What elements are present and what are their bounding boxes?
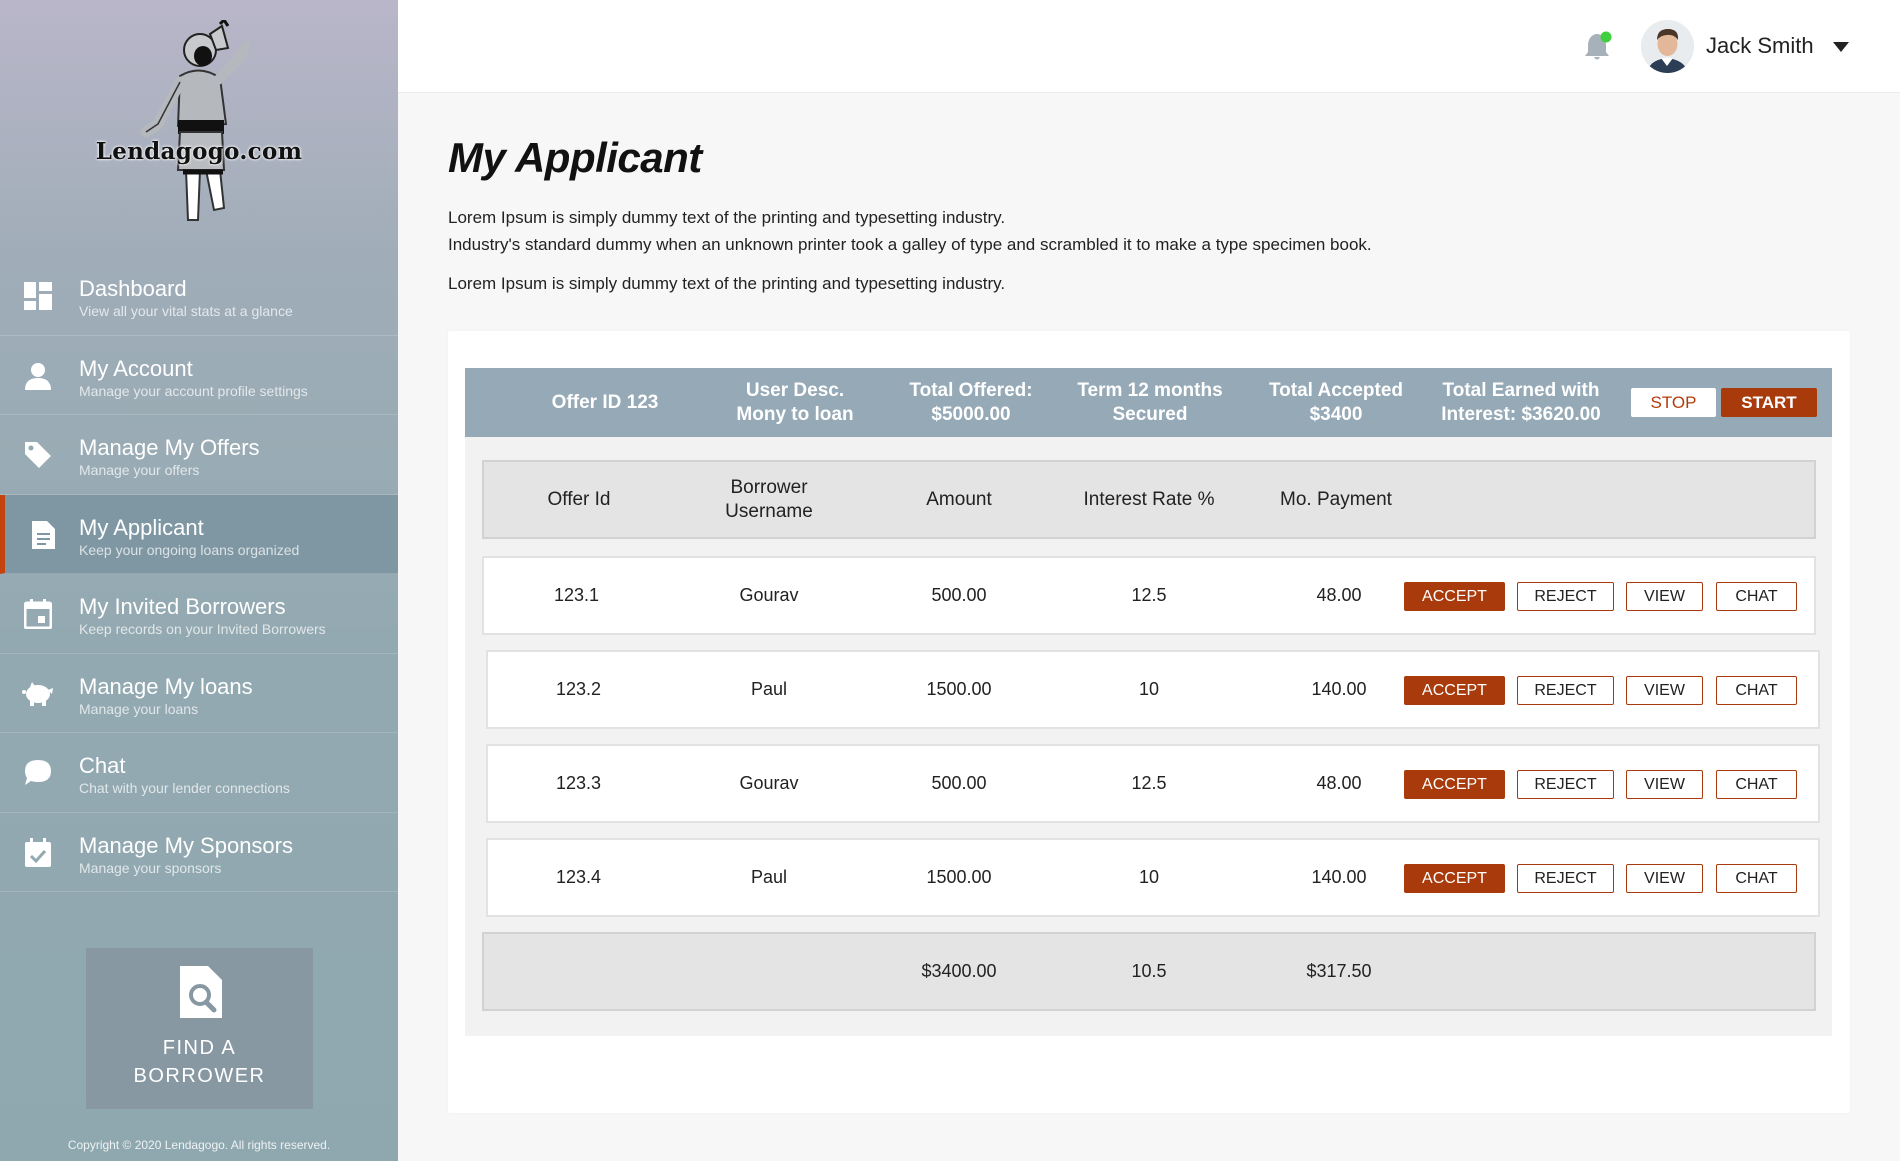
offer-id-text: Offer ID 123 [551, 391, 659, 413]
tag-icon [22, 439, 54, 471]
total-earned [1421, 368, 1621, 437]
sidebar-item-title: My Invited Borrowers [79, 594, 286, 619]
sidebar-item-subtitle: Keep your ongoing loans organized [79, 541, 300, 558]
cell-offer-id: 123.2 [555, 679, 602, 699]
reject-button[interactable]: REJECT [1517, 582, 1614, 611]
copyright-text: Copyright © 2020 Lendagogo. All rights reserved. [67, 1138, 331, 1152]
top-bar [398, 0, 1900, 93]
table-header [482, 460, 1816, 539]
piggy-bank-icon [22, 678, 54, 710]
column-borrower-line1: Borrower [730, 476, 808, 498]
sidebar-item-subtitle: Keep records on your Invited Borrowers [79, 621, 326, 637]
cell-mo-payment: 48.00 [1316, 585, 1362, 605]
view-button[interactable]: VIEW [1626, 864, 1703, 893]
sidebar-item-my-invited-borrowers[interactable] [0, 574, 398, 654]
brand-logo[interactable] [0, 0, 398, 245]
find-label-line2: BORROWER [133, 1065, 266, 1087]
table-row [482, 556, 1816, 635]
term-label: Term 12 months [1077, 379, 1223, 401]
cell-borrower: Paul [750, 679, 788, 699]
sidebar-item-subtitle: View all your vital stats at a glance [79, 303, 293, 319]
total-offered [871, 368, 1071, 437]
notification-dot [1601, 32, 1612, 43]
user-desc-label: User Desc. [745, 379, 845, 401]
calendar-icon [22, 598, 54, 630]
find-label-line1: FIND A [162, 1037, 237, 1059]
total-accepted-label: Total Accepted [1268, 379, 1404, 401]
sidebar-item-title: Dashboard [79, 276, 187, 301]
cell-borrower: Paul [750, 867, 788, 887]
cell-offer-id: 123.1 [553, 585, 600, 605]
column-interest-rate: Interest Rate % [1083, 488, 1215, 510]
stop-button[interactable]: STOP [1631, 388, 1716, 417]
total-accepted [1241, 368, 1431, 437]
sidebar-item-my-applicant[interactable] [0, 495, 398, 575]
total-mo-payment: $317.50 [1306, 961, 1372, 981]
start-button[interactable]: START [1721, 388, 1817, 417]
offer-id [505, 368, 705, 437]
cell-offer-id: 123.4 [555, 867, 602, 887]
sidebar [0, 0, 398, 1161]
dashboard-icon [22, 280, 54, 312]
totals-row [482, 932, 1816, 1011]
user-icon [22, 360, 54, 392]
sidebar-item-manage-my-loans[interactable] [0, 654, 398, 734]
total-earned-value: Interest: $3620.00 [1441, 403, 1601, 425]
cell-amount: 500.00 [931, 773, 987, 793]
column-offer-id: Offer Id [547, 488, 611, 510]
cell-borrower: Gourav [739, 585, 799, 605]
sidebar-item-subtitle: Manage your account profile settings [79, 382, 308, 399]
chat-icon [22, 757, 54, 789]
view-button[interactable]: VIEW [1626, 676, 1703, 705]
find-a-borrower-label [86, 1034, 313, 1090]
cell-amount: 1500.00 [926, 679, 992, 699]
cell-interest-rate: 10 [1138, 679, 1160, 699]
logo-figure-icon [128, 20, 278, 240]
accept-button[interactable]: ACCEPT [1404, 770, 1505, 799]
total-interest-rate: 10.5 [1131, 961, 1167, 981]
user-description [695, 368, 895, 437]
avatar-image [1641, 20, 1694, 73]
accept-button[interactable]: ACCEPT [1404, 676, 1505, 705]
cell-mo-payment: 48.00 [1316, 773, 1362, 793]
cell-interest-rate: 10 [1138, 867, 1160, 887]
accept-button[interactable]: ACCEPT [1404, 864, 1505, 893]
sidebar-item-title: Chat [79, 753, 126, 778]
calendar-check-icon [22, 837, 54, 869]
view-button[interactable]: VIEW [1626, 770, 1703, 799]
document-icon [27, 519, 59, 551]
chat-button[interactable]: CHAT [1716, 676, 1797, 705]
cell-mo-payment: 140.00 [1311, 679, 1367, 699]
total-earned-label: Total Earned with [1442, 379, 1600, 401]
user-name[interactable]: Jack Smith [1706, 33, 1814, 58]
sidebar-item-title: Manage My Sponsors [79, 832, 293, 858]
cell-borrower: Gourav [739, 773, 799, 793]
sidebar-item-dashboard[interactable] [0, 256, 398, 336]
reject-button[interactable]: REJECT [1517, 676, 1614, 705]
column-amount: Amount [926, 488, 992, 510]
table-row [486, 650, 1820, 729]
document-search-icon [178, 964, 224, 1020]
offer-summary-bar [465, 368, 1832, 437]
view-button[interactable]: VIEW [1626, 582, 1703, 611]
chat-button[interactable]: CHAT [1716, 864, 1797, 893]
total-accepted-value: $3400 [1309, 403, 1363, 425]
user-desc-value: Mony to loan [736, 403, 854, 425]
reject-button[interactable]: REJECT [1517, 770, 1614, 799]
sidebar-item-manage-my-offers[interactable] [0, 415, 398, 495]
chat-button[interactable]: CHAT [1716, 770, 1797, 799]
term-value: Secured [1112, 403, 1188, 425]
description-line-2: Industry's standard dummy when an unknown printer took a galley of type and scrambled it to make a type specimen book. [448, 235, 1372, 254]
total-amount: $3400.00 [921, 961, 997, 981]
sidebar-item-subtitle: Manage your loans [79, 700, 199, 717]
sidebar-item-subtitle: Manage your sponsors [79, 859, 222, 876]
table-row [486, 744, 1820, 823]
sidebar-item-title: My Applicant [79, 514, 204, 540]
column-mo-payment: Mo. Payment [1280, 488, 1392, 510]
total-offered-value: $5000.00 [931, 403, 1011, 425]
description-line-3: Lorem Ipsum is simply dummy text of the printing and typesetting industry. [448, 274, 1006, 293]
chat-button[interactable]: CHAT [1716, 582, 1797, 611]
cell-mo-payment: 140.00 [1311, 867, 1367, 887]
total-offered-label: Total Offered: [909, 379, 1033, 401]
sidebar-item-subtitle: Manage your offers [79, 462, 200, 478]
accept-button[interactable]: ACCEPT [1404, 582, 1505, 611]
sidebar-item-title: Manage My Offers [79, 435, 260, 460]
sidebar-item-chat[interactable] [0, 733, 398, 813]
table-row [486, 838, 1820, 917]
column-borrower-line2: Username [725, 500, 813, 522]
cell-offer-id: 123.3 [555, 773, 602, 793]
logo-text: Lendagogo.com [95, 138, 303, 165]
bell-icon[interactable] [1584, 30, 1614, 62]
cell-amount: 500.00 [931, 585, 987, 605]
sidebar-item-title: My Account [79, 355, 193, 381]
cell-amount: 1500.00 [926, 867, 992, 887]
cell-interest-rate: 12.5 [1131, 773, 1167, 793]
sidebar-item-my-account[interactable] [0, 336, 398, 416]
chevron-down-icon[interactable] [1833, 42, 1849, 52]
cell-interest-rate: 12.5 [1131, 585, 1167, 605]
sidebar-item-subtitle: Chat with your lender connections [79, 780, 290, 796]
description-line-1: Lorem Ipsum is simply dummy text of the printing and typesetting industry. [448, 208, 1006, 227]
page-title: My Applicant [448, 134, 702, 181]
find-a-borrower-button[interactable] [86, 948, 313, 1109]
reject-button[interactable]: REJECT [1517, 864, 1614, 893]
loan-term [1045, 368, 1255, 437]
avatar[interactable] [1641, 20, 1694, 73]
sidebar-item-manage-my-sponsors[interactable] [0, 813, 398, 893]
sidebar-nav [0, 256, 398, 892]
column-borrower-username [674, 462, 864, 537]
sidebar-item-title: Manage My loans [79, 673, 253, 699]
